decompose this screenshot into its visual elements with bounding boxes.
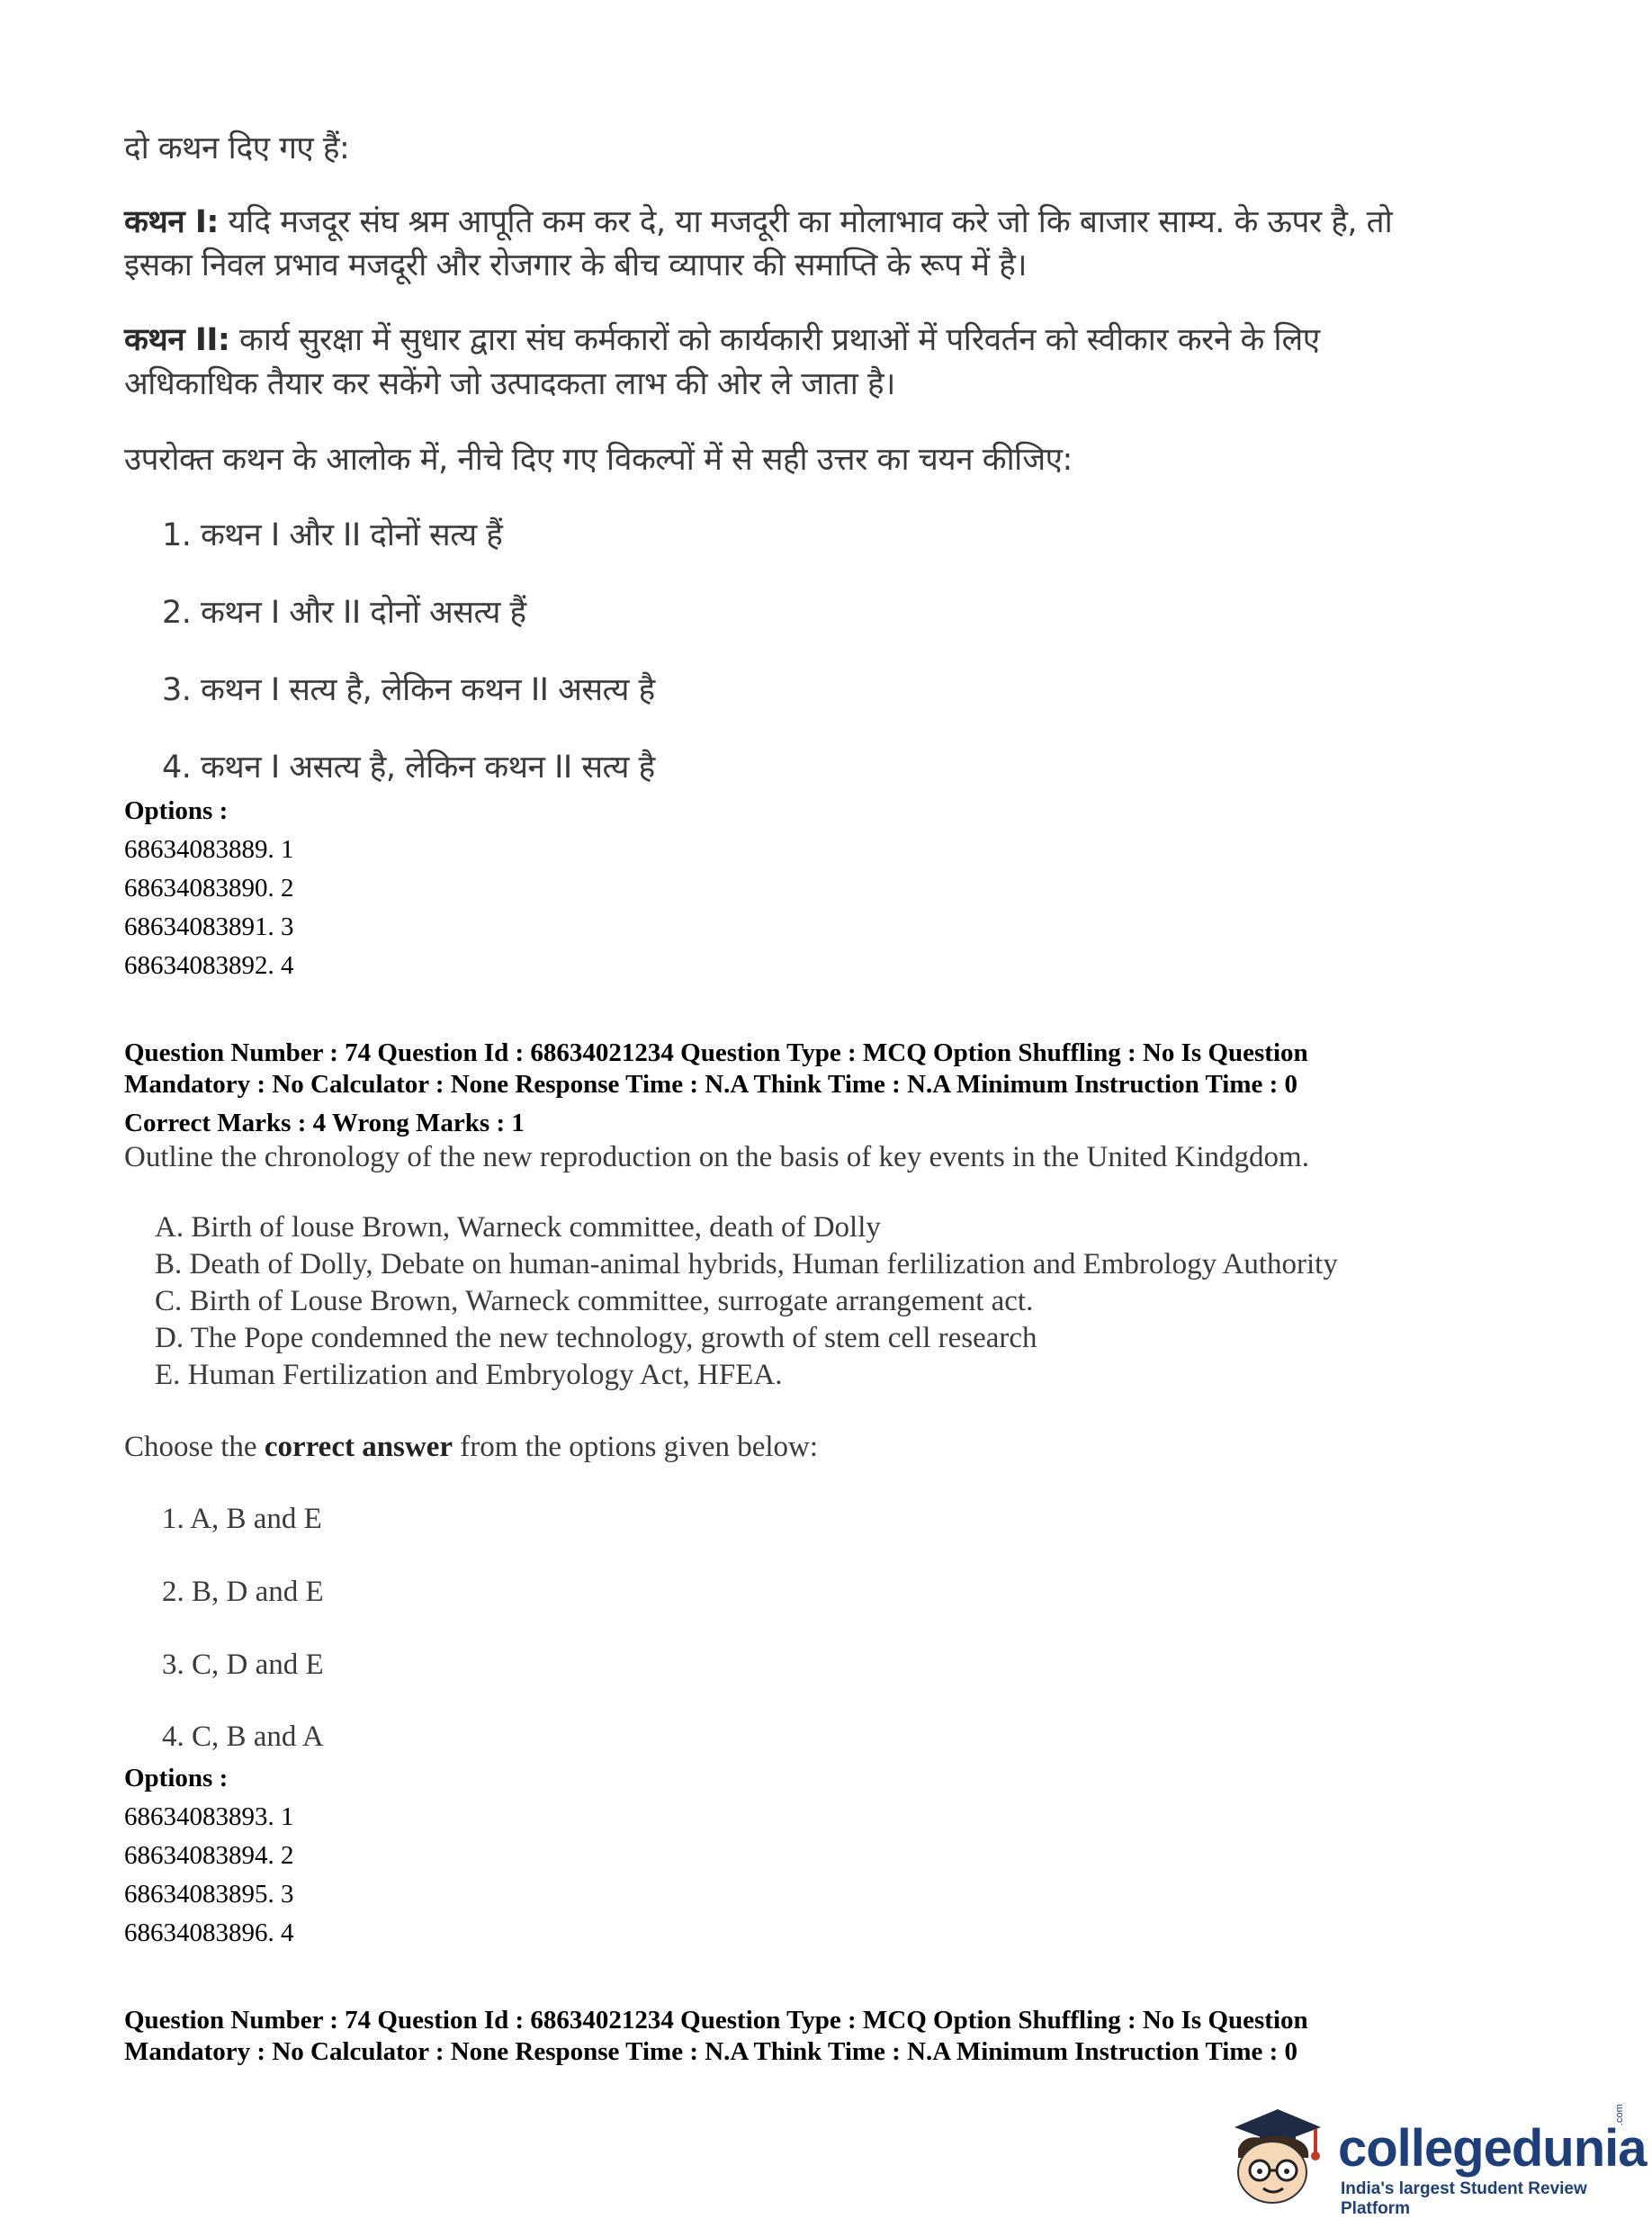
- statement-1-text: यदि मजदूर संघ श्रम आपूति कम कर दे, या मजदूरी का मोलाभाव करे जो कि बाजार साम्य. के ऊपर है, तो: [218, 204, 1393, 240]
- question-meta-line-1: Question Number : 74 Question Id : 68634021234 Question Type : MCQ Option Shuffling : No Is Question: [124, 1038, 1308, 1067]
- answer-choice-1: 1. A, B and E: [162, 1503, 322, 1535]
- option-id-4: 68634083892. 4: [124, 951, 294, 980]
- logo-domain-suffix: .com: [1614, 2104, 1625, 2125]
- options-heading-2: Options :: [124, 1764, 229, 1792]
- statement-2-line-1: [124, 318, 1320, 360]
- event-c: C. Birth of Louse Brown, Warneck committee, surrogate arrangement act.: [155, 1285, 1034, 1317]
- hindi-choice-1: 1. कथन I और II दोनों सत्य हैं: [162, 517, 503, 553]
- event-a: A. Birth of louse Brown, Warneck committee, death of Dolly: [155, 1211, 881, 1244]
- option-id-2: 68634083890. 2: [124, 874, 294, 903]
- statement-2-line-2: अधिकाधिक तैयार कर सकेंगे जो उत्पादकता लाभ की ओर ले जाता है।: [124, 366, 895, 402]
- answer-choice-4: 4. C, B and A: [162, 1720, 324, 1753]
- hindi-choice-4: 4. कथन I असत्य है, लेकिन कथन II सत्य है: [162, 750, 655, 786]
- option-id-5: 68634083893. 1: [124, 1802, 294, 1831]
- choose-prefix: Choose the: [124, 1431, 265, 1463]
- options-heading-1: Options :: [124, 796, 229, 825]
- answer-choice-3: 3. C, D and E: [162, 1649, 324, 1681]
- next-question-meta-line-2: Mandatory : No Calculator : None Response Time : N.A Think Time : N.A Minimum Instruction Time : 0: [124, 2037, 1298, 2066]
- hindi-choice-3: 3. कथन I सत्य है, लेकिन कथन II असत्य है: [162, 672, 655, 708]
- option-id-6: 68634083894. 2: [124, 1841, 294, 1870]
- event-e: E. Human Fertilization and Embryology Act, HFEA.: [155, 1359, 783, 1391]
- collegedunia-logo[interactable]: [1208, 2102, 1647, 2218]
- choose-suffix: from the options given below:: [453, 1431, 819, 1463]
- choose-bold: correct answer: [264, 1431, 453, 1463]
- question-marks: Correct Marks : 4 Wrong Marks : 1: [124, 1109, 525, 1137]
- option-id-3: 68634083891. 3: [124, 912, 294, 941]
- statement-2-label: कथन II:: [124, 322, 230, 358]
- next-question-meta-line-1: Question Number : 74 Question Id : 68634021234 Question Type : MCQ Option Shuffling : No Is Question: [124, 2006, 1308, 2035]
- hindi-intro: दो कथन दिए गए हैं:: [124, 130, 350, 166]
- statement-1-line-2: इसका निवल प्रभाव मजदूरी और रोजगार के बीच व्यापार की समाप्ति के रूप में है।: [124, 247, 1028, 283]
- logo-tagline: India's largest Student Review Platform: [1341, 2179, 1587, 2218]
- statement-1-line-1: [124, 200, 1392, 242]
- event-b: B. Death of Dolly, Debate on human-animal hybrids, Human ferlilization and Embrology Authority: [155, 1248, 1338, 1280]
- option-id-7: 68634083895. 3: [124, 1880, 294, 1909]
- answer-choice-2: 2. B, D and E: [162, 1576, 324, 1608]
- question-meta-line-2: Mandatory : No Calculator : None Response Time : N.A Think Time : N.A Minimum Instruction Time : 0: [124, 1070, 1298, 1099]
- hindi-instruction: उपरोक्त कथन के आलोक में, नीचे दिए गए विकल्पों में से सही उत्तर का चयन कीजिए:: [124, 442, 1073, 478]
- question-stem: Outline the chronology of the new reproduction on the basis of key events in the United Kindgdom.: [124, 1141, 1309, 1173]
- choose-instruction: [124, 1431, 818, 1464]
- mascot-icon: [1208, 2102, 1333, 2210]
- event-d: D. The Pope condemned the new technology, growth of stem cell research: [155, 1322, 1037, 1354]
- logo-wordmark: collegedunia: [1338, 2119, 1647, 2178]
- hindi-choice-2: 2. कथन I और II दोनों असत्य हैं: [162, 595, 526, 631]
- statement-2-text: कार्य सुरक्षा में सुधार द्वारा संघ कर्मकारों को कार्यकारी प्रथाओं में परिवर्तन को स्वीकार करने के लिए: [229, 322, 1320, 358]
- option-id-8: 68634083896. 4: [124, 1918, 294, 1947]
- statement-1-label: कथन I:: [124, 204, 219, 240]
- option-id-1: 68634083889. 1: [124, 835, 294, 864]
